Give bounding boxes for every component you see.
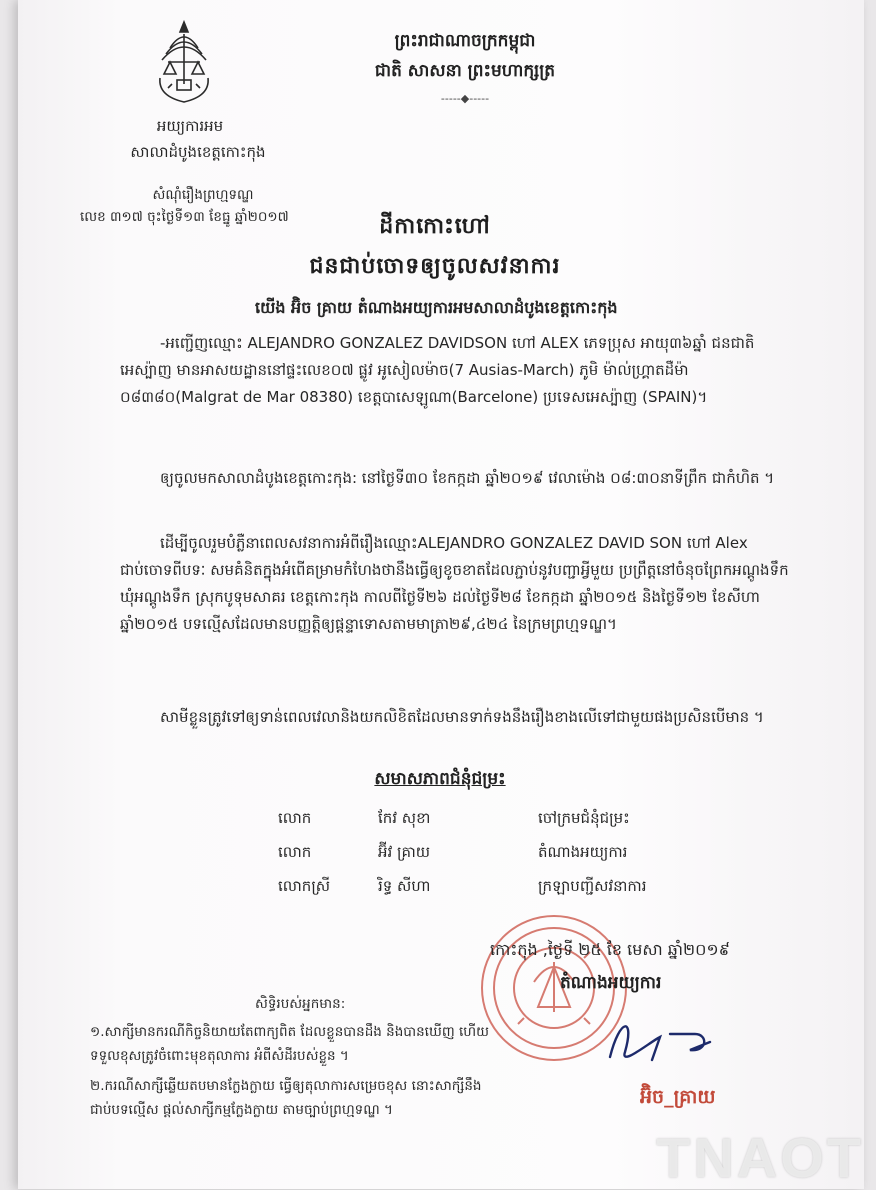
document-title: ដីកាកោះហៅ	[379, 214, 491, 239]
member-title: លោក	[278, 809, 312, 827]
paragraph-summons: -អញ្ជើញឈ្មោះ ALEJANDRO GONZALEZ DAVIDSON ហៅ ALEX ភេទប្រុស អាយុ៣៦ឆ្នាំ ជនជាតិអេស្ប៉ាញ មានអាសយដ្ឋាននៅផ្ទះលេខ០៧ ផ្លូវ អូសៀលម៉ាច(7 Ausias-March) ភូមិ ម៉ាល់ហ្គ្រាតដឺម៉ា ០៨៣៨០(Malgrat de Mar 08380) ខេត្តបាសេឡូណា(Barcelone) ប្រទេសអេស្ប៉ាញ (SPAIN)។	[120, 334, 755, 406]
header-divider: -----◆-----	[440, 92, 490, 105]
national-motto: ជាតិ សាសនា ព្រះមហាក្សត្រ	[374, 61, 556, 81]
court-name: សាលាដំបូងខេត្តកោះកុង	[130, 143, 266, 161]
member-title: លោក	[278, 843, 312, 861]
office-name: អយ្យការអម	[156, 117, 224, 135]
member-name: រិទ្ធ សីហា	[378, 877, 431, 895]
signing-date: កោះកុង ,ថ្ងៃទី ២៥ ខែ មេសា ឆ្នាំ២០១៩	[490, 940, 730, 959]
signer-title: តំណាងអយ្យការ	[560, 973, 662, 993]
kingdom-heading: ព្រះរាជាណាចក្រកម្ពុជា	[394, 31, 536, 51]
case-number: លេខ ៣១៧ ចុះថ្ងៃទី១៣ ខែធ្នូ ឆ្នាំ២០១៧	[80, 209, 289, 225]
member-role: ក្រឡាបញ្ជីសវនាការ	[538, 877, 647, 895]
member-role: តំណាងអយ្យការ	[538, 843, 628, 861]
paragraph-charges: ដើម្បីចូលរួមបំភ្លឺនាពេលសវនាការអំពីរឿងឈ្មោះALEJANDRO GONZALEZ DAVID SON ហៅ Alex ជាប់ចោទពីបទៈ សមគំនិតក្នុងអំពើគម្រាមកំហែងថានឹងធ្វើឲ្យខូចខាតដែលភ្ជាប់នូវបញ្ជាអ្វីមួយ ប្រព្រឹត្តនៅចំនុចព្រែកអណ្តូងទឹក ឃុំអណ្តូងទឹក ស្រុកបូទុមសាគរ ខេត្តកោះកុង កាលពីថ្ងៃទី២៦ ដល់ថ្ងៃទី២៨ ខែកក្កដា ឆ្នាំ២០១៥ និងថ្ងៃទី១២ ខែសីហា ឆ្នាំ២០១៥ បទល្មើសដែលមានបញ្ញត្តិឲ្យផ្តន្ទាទោសតាមមាត្រា២៩,៤២៤ នៃក្រមព្រហ្មទណ្ឌ។	[120, 534, 789, 633]
handwritten-signature-icon	[590, 1012, 740, 1067]
case-label: សំណុំរឿងព្រហ្មទណ្ឌ	[152, 187, 254, 203]
rights-item-2: ២.ករណីសាក្សីឆ្លើយតបមានក្លែងក្លាយ ធ្វើឲ្យតុលាការសម្រេចខុស នោះសាក្សីនឹងជាប់បទល្មើស ផ្តល់សាក្សីកម្មក្លែងក្លាយ តាមច្បាប់ព្រហ្មទណ្ឌ ។	[90, 1078, 482, 1118]
rights-item-1: ១.សាក្សីមានករណីកិច្ចនិយាយតែពាក្យពិត ដែលខ្លួនបានដឹង និងបានឃើញ ហើយទទួលខុសត្រូវចំពោះមុខតុលាការ អំពីសំដីរបស់ខ្លួន ។	[90, 1024, 489, 1064]
member-role: ចៅក្រមជំនុំជម្រះ	[538, 809, 630, 827]
tnaot-watermark: TNAOT	[656, 1126, 864, 1189]
paragraph-appearance: ឲ្យចូលមកសាលាដំបូងខេត្តកោះកុង: នៅថ្ងៃទី៣០ ខែកក្កដា ឆ្នាំ២០១៩ វេលាម៉ោង ០៨:៣០នាទីព្រឹក ជាកំហិត ។	[160, 469, 775, 487]
document-subtitle: ជនជាប់ចោទឲ្យចូលសវនាការ	[309, 254, 561, 279]
rights-heading: សិទ្ធិរបស់អ្នកមាន:	[255, 996, 346, 1012]
member-name: កែវ សុខា	[378, 809, 431, 827]
panel-heading: សមាសភាពជំនុំជម្រះ	[374, 769, 506, 789]
court-emblem-icon	[150, 18, 218, 108]
issuer-intro: យើង អ៊ិច គ្រាយ តំណាងអយ្យការអមសាលាដំបូងខេត្តកោះកុង	[255, 298, 618, 317]
signer-name: អ៊ិច_គ្រាយ	[640, 1086, 716, 1108]
member-title: លោកស្រី	[278, 877, 331, 895]
paragraph-instructions: សាមីខ្លួនត្រូវទៅឲ្យទាន់ពេលវេលានិងយកលិខិតដែលមានទាក់ទងនឹងរឿងខាងលើទៅជាមួយផងប្រសិនបើមាន ។	[160, 708, 764, 726]
member-name: អ៊ីវ គ្រាយ	[378, 843, 431, 861]
